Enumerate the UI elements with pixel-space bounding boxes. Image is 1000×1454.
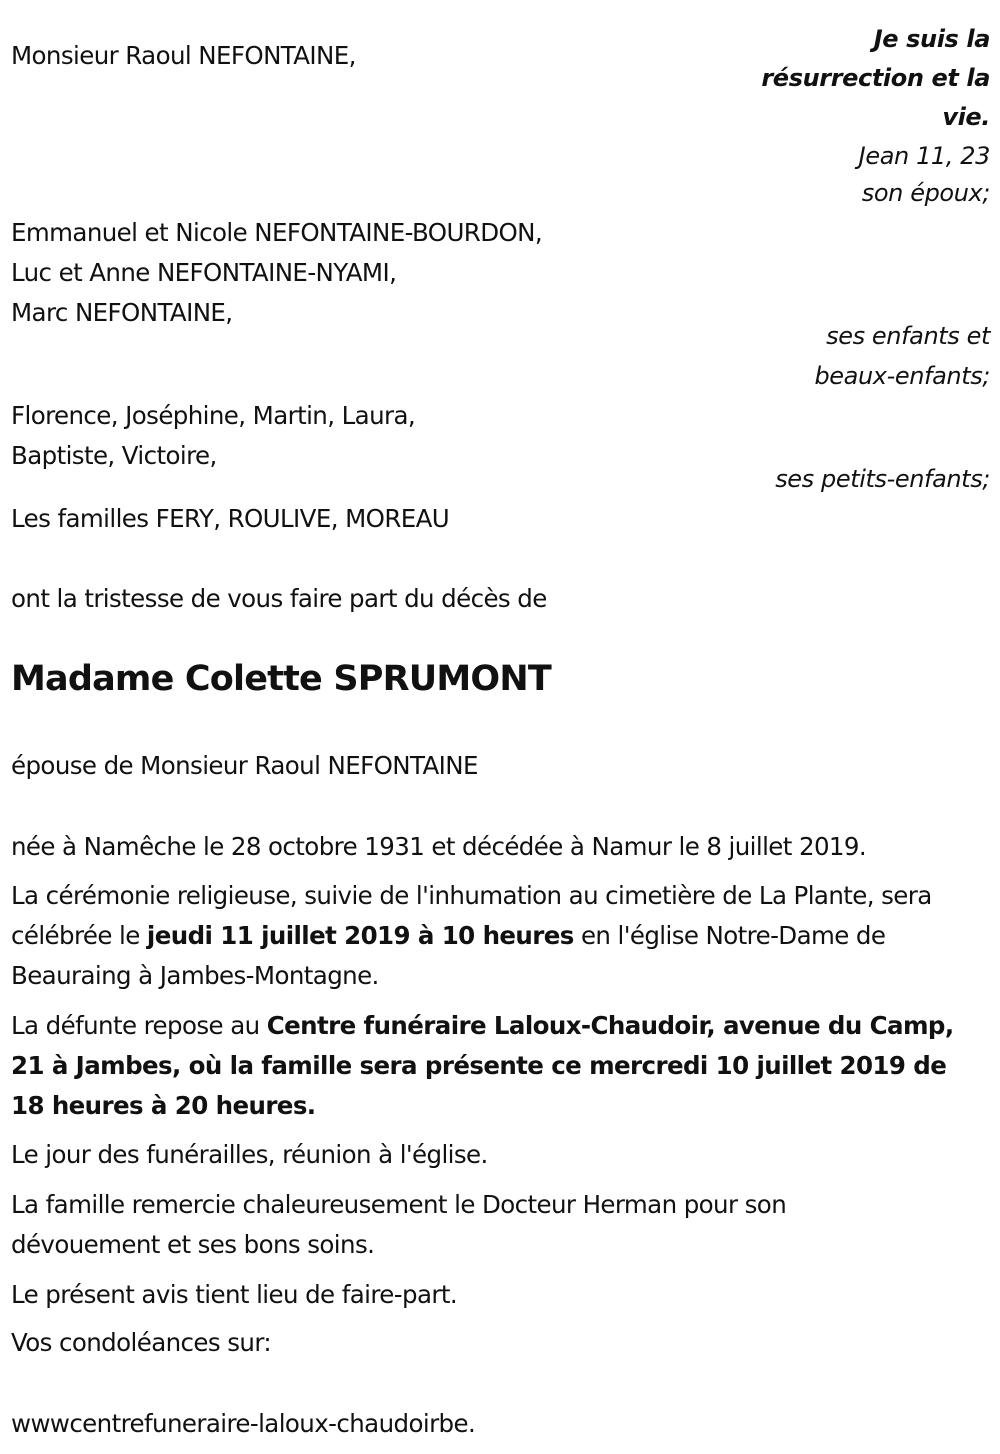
children-relation-line: beaux-enfants; xyxy=(814,362,990,390)
quote-reference: Jean 11, 23 xyxy=(858,142,990,170)
spouse-relation: son époux; xyxy=(861,179,990,207)
grandchildren-relation: ses petits-enfants; xyxy=(775,465,990,493)
child-name: Emmanuel et Nicole NEFONTAINE-BOURDON, xyxy=(11,218,543,247)
visitation-paragraph xyxy=(11,1006,960,1126)
spouse-name: Monsieur Raoul NEFONTAINE, xyxy=(11,41,356,70)
child-name: Marc NEFONTAINE, xyxy=(11,298,233,327)
deceased-spouse-line: épouse de Monsieur Raoul NEFONTAINE xyxy=(11,751,478,780)
thanks-paragraph: La famille remercie chaleureusement le Docteur Herman pour son dévouement et ses bons soins. xyxy=(11,1190,787,1259)
children-relation-line: ses enfants et xyxy=(826,322,990,350)
extended-families: Les familles FERY, ROULIVE, MOREAU xyxy=(11,504,450,533)
grandchild-names: Baptiste, Victoire, xyxy=(11,441,217,470)
visitation-text: La défunte repose au xyxy=(11,1011,267,1040)
grandchild-names: Florence, Joséphine, Martin, Laura, xyxy=(11,401,416,430)
child-name: Luc et Anne NEFONTAINE-NYAMI, xyxy=(11,258,397,287)
notice-text: Le présent avis tient lieu de faire-part. xyxy=(11,1280,458,1309)
visitation-details: Centre funéraire Laloux-Chaudoir, avenue du Camp, 21 à Jambes, où la famille sera présente ce mercredi 10 juillet 2019 de 18 heures à 20 heures. xyxy=(11,1011,954,1120)
birth-death-line: née à Namêche le 28 octobre 1931 et décédée à Namur le 8 juillet 2019. xyxy=(11,832,867,861)
quote-line: vie. xyxy=(942,103,990,131)
meeting-note: Le jour des funérailles, réunion à l'église. xyxy=(11,1140,488,1169)
condolences-website-link[interactable]: wwwcentrefuneraire-laloux-chaudoirbe. xyxy=(11,1409,476,1438)
ceremony-text: La cérémonie religieuse, suivie de l'inhumation au cimetière de La Plante, sera célébrée le xyxy=(11,881,932,950)
condolences-label: Vos condoléances sur: xyxy=(11,1328,272,1357)
quote-line: Je suis la xyxy=(873,25,990,53)
quote-line: résurrection et la xyxy=(761,64,990,92)
ceremony-date: jeudi 11 juillet 2019 à 10 heures xyxy=(146,921,574,950)
announcement-text: ont la tristesse de vous faire part du décès de xyxy=(11,584,547,613)
ceremony-location: en l'église Notre-Dame de Beauraing à Jambes-Montagne. xyxy=(11,921,886,990)
ceremony-paragraph xyxy=(11,876,980,996)
deceased-name: Madame Colette SPRUMONT xyxy=(11,659,551,699)
